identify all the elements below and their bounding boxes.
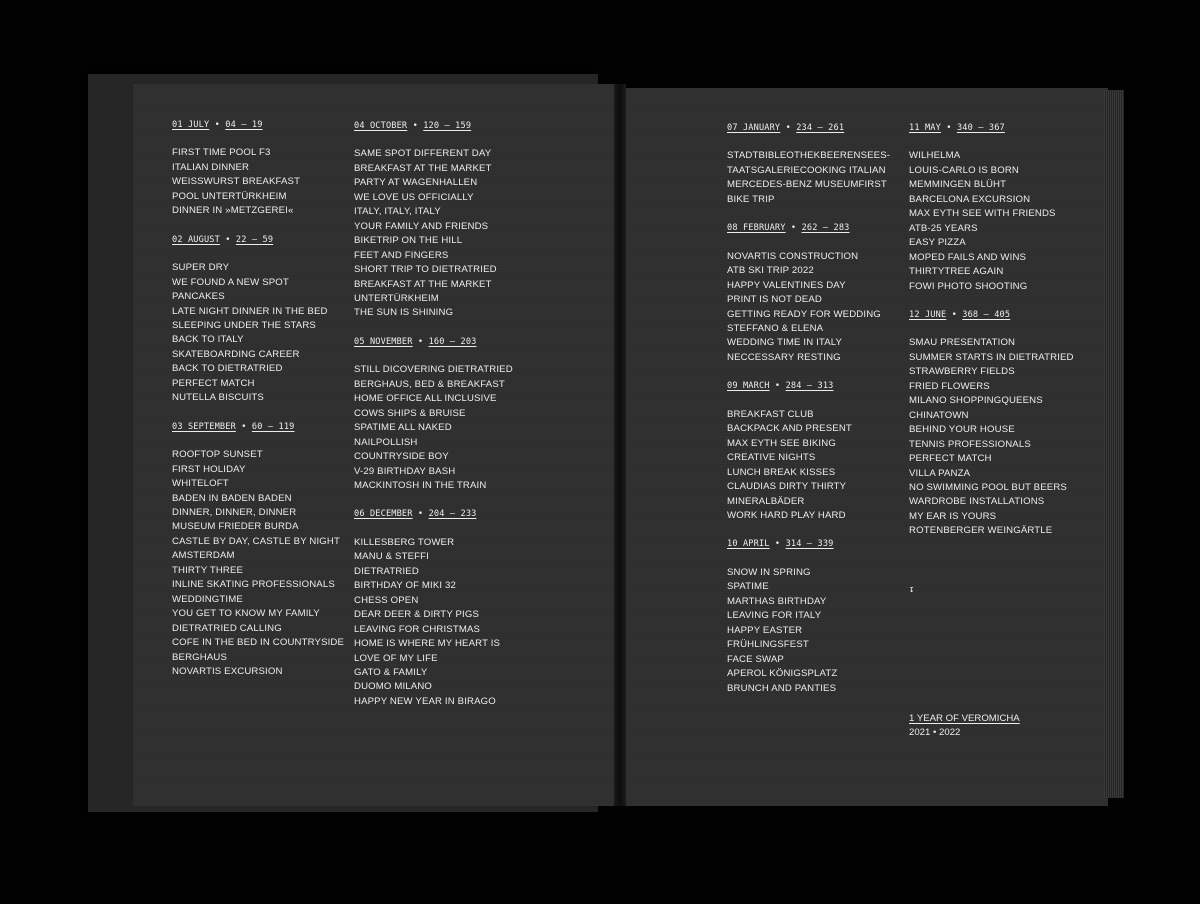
list-item: INLINE SKATING PROFESSIONALS	[172, 579, 335, 591]
list-item: HAPPY EASTER	[727, 624, 803, 636]
list-item: PARTY AT WAGENHALLEN	[354, 177, 478, 189]
list-item: MOPED FAILS AND WINS	[909, 251, 1027, 263]
month-section	[172, 118, 344, 219]
list-item: MAX EYTH SEE BIKING	[727, 437, 836, 449]
list-item: BIKE TRIP	[727, 193, 775, 205]
list-item: SNOW IN SPRING	[727, 566, 811, 578]
list-item: SLEEPING UNDER THE STARS	[172, 319, 316, 331]
month-section	[354, 119, 513, 321]
list-item: CHESS OPEN	[354, 594, 419, 606]
right-column-2	[909, 121, 1074, 553]
list-item: KILLESBERG TOWER	[354, 536, 455, 548]
month-label: 03 SEPTEMBER	[172, 421, 236, 432]
list-item: PRINT IS NOT DEAD	[727, 294, 822, 306]
page-range: 04 – 19	[225, 120, 263, 130]
left-column-1	[172, 118, 344, 693]
month-heading: 11 MAY • 340 – 367	[909, 123, 1005, 133]
list-item: BRUNCH AND PANTIES	[727, 682, 837, 694]
list-item: BIRTHDAY OF MIKI 32	[354, 580, 457, 592]
list-item: BEHIND YOUR HOUSE	[909, 424, 1015, 436]
list-item: WE FOUND A NEW SPOT	[172, 276, 289, 288]
list-item: FEET AND FINGERS	[354, 249, 449, 261]
month-heading: 04 OCTOBER • 120 – 159	[354, 121, 472, 131]
list-item: THIRTY THREE	[172, 564, 244, 576]
list-item: TENNIS PROFESSIONALS	[909, 438, 1031, 450]
month-label: 09 MARCH	[727, 381, 770, 392]
list-item: UNTERTÜRKHEIM	[354, 292, 439, 304]
list-item: LUNCH BREAK KISSES	[727, 466, 836, 478]
month-section	[727, 537, 890, 696]
month-label: 05 NOVEMBER	[354, 336, 413, 347]
list-item: GETTING READY FOR WEDDING	[727, 308, 881, 320]
month-section	[727, 379, 890, 523]
month-section	[354, 335, 513, 494]
month-label: 02 AUGUST	[172, 234, 220, 245]
list-item: MAX EYTH SEE WITH FRIENDS	[909, 208, 1056, 220]
list-item: MANU & STEFFI	[354, 551, 429, 563]
list-item: NOVARTIS CONSTRUCTION	[727, 250, 859, 262]
list-item: THE SUN IS SHINING	[354, 307, 454, 319]
list-item: HAPPY NEW YEAR IN BIRAGO	[354, 695, 496, 707]
list-item: ROTENBERGER WEINGÄRTLE	[909, 525, 1053, 537]
list-item: WEDDING TIME IN ITALY	[727, 337, 843, 349]
month-label: 07 JANUARY	[727, 123, 781, 133]
list-item: SUPER DRY	[172, 262, 230, 274]
month-heading: 09 MARCH • 284 – 313	[727, 381, 834, 392]
list-item: BERGHAUS, BED & BREAKFAST	[354, 378, 505, 390]
list-item: CREATIVE NIGHTS	[727, 452, 816, 464]
month-label: 08 FEBRUARY	[727, 223, 786, 234]
list-item: COFE IN THE BED IN COUNTRYSIDE	[172, 637, 345, 649]
list-item: DEAR DEER & DIRTY PIGS	[354, 609, 480, 621]
page-range: 368 – 405	[962, 309, 1011, 320]
list-item: DUOMO MILANO	[354, 681, 433, 693]
list-item: MERCEDES-BENZ MUSEUMFIRST	[727, 179, 887, 191]
page-range: 234 – 261	[796, 123, 845, 133]
month-heading: 07 JANUARY • 234 – 261	[727, 123, 845, 133]
month-heading: 12 JUNE • 368 – 405	[909, 309, 1011, 320]
list-item: FIRST HOLIDAY	[172, 463, 246, 475]
list-item: NO SWIMMING POOL BUT BEERS	[909, 481, 1067, 493]
month-heading: 05 NOVEMBER • 160 – 203	[354, 336, 477, 347]
month-label: 11 MAY	[909, 123, 941, 133]
month-heading: 02 AUGUST • 22 – 59	[172, 234, 274, 245]
list-item: CASTLE BY DAY, CASTLE BY NIGHT	[172, 535, 341, 547]
list-item: CLAUDIAS DIRTY THIRTY	[727, 481, 847, 493]
list-item: LEAVING FOR ITALY	[727, 610, 822, 622]
list-item: NECCESSARY RESTING	[727, 351, 841, 363]
list-item: BREAKFAST AT THE MARKET	[354, 162, 492, 174]
list-item: PANCAKES	[172, 291, 225, 303]
list-item: MEMMINGEN BLÜHT	[909, 179, 1007, 191]
colophon-title: 1 YEAR OF VEROMICHA	[909, 713, 1020, 724]
month-label: 12 JUNE	[909, 309, 947, 320]
list-item: ITALIAN DINNER	[172, 161, 250, 173]
list-item: TAATSGALERIECOOKING ITALIAN	[727, 164, 886, 176]
list-item: SUMMER STARTS IN DIETRATRIED	[909, 351, 1074, 363]
list-item: ATB SKI TRIP 2022	[727, 265, 814, 277]
list-item: FRIED FLOWERS	[909, 380, 990, 392]
list-item: MUSEUM FRIEDER BURDA	[172, 521, 299, 533]
list-item: BACKPACK AND PRESENT	[727, 423, 852, 435]
list-item: DINNER, DINNER, DINNER	[172, 506, 297, 518]
month-label: 06 DECEMBER	[354, 509, 413, 520]
list-item: HOME OFFICE ALL INCLUSIVE	[354, 393, 497, 405]
list-item: MACKINTOSH IN THE TRAIN	[354, 479, 487, 491]
list-item: SKATEBOARDING CAREER	[172, 348, 300, 360]
month-heading: 08 FEBRUARY • 262 – 283	[727, 223, 850, 234]
list-item: HAPPY VALENTINES DAY	[727, 279, 846, 291]
list-item: DIETRATRIED CALLING	[172, 622, 282, 634]
month-label: 04 OCTOBER	[354, 121, 408, 131]
list-item: ROOFTOP SUNSET	[172, 449, 263, 461]
list-item: PERFECT MATCH	[909, 453, 992, 465]
list-item: WEISSWURST BREAKFAST	[172, 176, 301, 188]
page-range: 160 – 203	[428, 336, 477, 347]
list-item: BADEN IN BADEN BADEN	[172, 492, 292, 504]
month-section	[727, 121, 890, 207]
list-item: STILL DICOVERING DIETRATRIED	[354, 364, 513, 376]
page-range: 314 – 339	[785, 539, 834, 550]
list-item: WORK HARD PLAY HARD	[727, 509, 846, 521]
month-label: 01 JULY	[172, 120, 210, 130]
page-range: 60 – 119	[251, 421, 295, 432]
book-gutter	[614, 84, 626, 806]
month-section	[172, 420, 344, 680]
list-item: STRAWBERRY FIELDS	[909, 366, 1015, 378]
list-item: BACK TO ITALY	[172, 334, 244, 346]
list-item: FIRST TIME POOL F3	[172, 147, 271, 159]
month-section	[727, 221, 890, 365]
list-item: DIETRATRIED	[354, 565, 419, 577]
list-item: APEROL KÖNIGSPLATZ	[727, 668, 838, 680]
colophon	[909, 712, 1020, 741]
month-heading: 06 DECEMBER • 204 – 233	[354, 509, 477, 520]
list-item: NUTELLA BISCUITS	[172, 392, 264, 404]
list-item: LOUIS-CARLO IS BORN	[909, 164, 1020, 176]
month-label: 10 APRIL	[727, 539, 770, 550]
list-item: MARTHAS BIRTHDAY	[727, 595, 827, 607]
list-item: MILANO SHOPPINGQUEENS	[909, 395, 1043, 407]
month-section	[909, 308, 1074, 539]
list-item: PERFECT MATCH	[172, 377, 255, 389]
list-item: ITALY, ITALY, ITALY	[354, 206, 441, 218]
list-item: BARCELONA EXCURSION	[909, 193, 1031, 205]
list-item: LEAVING FOR CHRISTMAS	[354, 623, 481, 635]
list-item: SMAU PRESENTATION	[909, 337, 1016, 349]
list-item: THIRTYTREE AGAIN	[909, 266, 1004, 278]
page-edge	[1104, 90, 1124, 798]
list-item: WEDDINGTIME	[172, 593, 243, 605]
list-item: YOU GET TO KNOW MY FAMILY	[172, 608, 320, 620]
list-item: ATB-25 YEARS	[909, 222, 978, 234]
list-item: BREAKFAST CLUB	[727, 408, 814, 420]
list-item: SHORT TRIP TO DIETRATRIED	[354, 264, 497, 276]
list-item: WILHELMA	[909, 150, 961, 162]
list-item: EASY PIZZA	[909, 237, 966, 249]
list-item: VILLA PANZA	[909, 467, 971, 479]
list-item: BREAKFAST AT THE MARKET	[354, 278, 492, 290]
list-item: AMSTERDAM	[172, 550, 235, 562]
list-item: COWS SHIPS & BRUISE	[354, 407, 466, 419]
list-item: POOL UNTERTÜRKHEIM	[172, 190, 287, 202]
page-range: 22 – 59	[235, 234, 274, 245]
list-item: NOVARTIS EXCURSION	[172, 665, 283, 677]
list-item: GATO & FAMILY	[354, 666, 428, 678]
list-item: WARDROBE INSTALLATIONS	[909, 496, 1045, 508]
month-heading: 01 JULY • 04 – 19	[172, 120, 263, 130]
list-item: YOUR FAMILY AND FRIENDS	[354, 220, 489, 232]
month-heading: 10 APRIL • 314 – 339	[727, 539, 834, 550]
list-item: MY EAR IS YOURS	[909, 510, 997, 522]
page-range: 204 – 233	[428, 509, 477, 520]
colophon-years: 2021 • 2022	[909, 727, 961, 739]
month-heading: 03 SEPTEMBER • 60 – 119	[172, 421, 295, 432]
page-range: 340 – 367	[956, 123, 1005, 133]
list-item: MINERALBÄDER	[727, 495, 805, 507]
list-item: NAILPOLLISH	[354, 436, 418, 448]
list-item: CHINATOWN	[909, 409, 969, 421]
list-item: STEFFANO & ELENA	[727, 322, 824, 334]
page-range: 120 – 159	[423, 121, 472, 131]
list-item: LATE NIGHT DINNER IN THE BED	[172, 305, 328, 317]
page-range: 262 – 283	[801, 223, 850, 234]
down-arrow-icon: ↧	[909, 585, 915, 595]
list-item: DINNER IN »METZGEREI«	[172, 205, 294, 217]
page-range: 284 – 313	[785, 381, 834, 392]
month-section	[172, 233, 344, 406]
list-item: BERGHAUS	[172, 651, 228, 663]
list-item: FRÜHLINGSFEST	[727, 639, 809, 651]
list-item: WE LOVE US OFFICIALLY	[354, 191, 474, 203]
list-item: FOWI PHOTO SHOOTING	[909, 280, 1028, 292]
month-section	[354, 507, 513, 709]
list-item: COUNTRYSIDE BOY	[354, 451, 449, 463]
month-section	[909, 121, 1074, 294]
list-item: HOME IS WHERE MY HEART IS	[354, 638, 501, 650]
list-item: V-29 BIRTHDAY BASH	[354, 465, 456, 477]
left-column-2	[354, 119, 513, 723]
list-item: BACK TO DIETRATRIED	[172, 363, 283, 375]
list-item: LOVE OF MY LIFE	[354, 652, 438, 664]
list-item: BIKETRIP ON THE HILL	[354, 235, 463, 247]
list-item: SPATIME	[727, 581, 769, 593]
right-column-1	[727, 121, 890, 710]
list-item: SAME SPOT DIFFERENT DAY	[354, 148, 492, 160]
list-item: WHITELOFT	[172, 478, 229, 490]
list-item: STADTBIBLEOTHEKBEERENSEES-	[727, 150, 891, 162]
list-item: SPATIME ALL NAKED	[354, 422, 452, 434]
list-item: FACE SWAP	[727, 653, 784, 665]
